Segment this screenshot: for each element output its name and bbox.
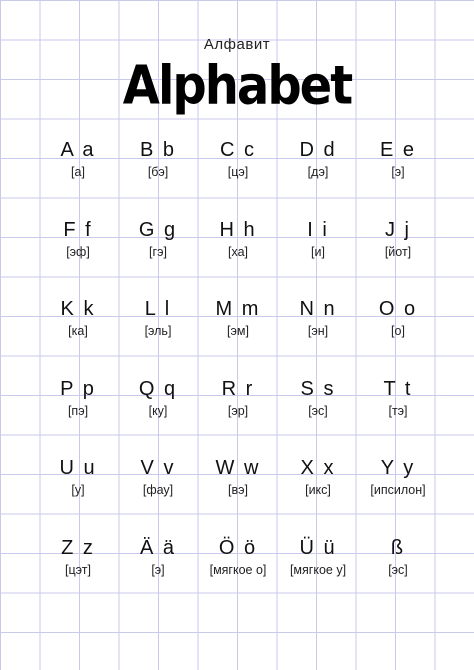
letter-glyph: C c bbox=[220, 139, 256, 161]
letter-pronunciation: [дэ] bbox=[307, 165, 329, 179]
letter-glyph: U u bbox=[59, 457, 97, 480]
letter-card bbox=[198, 376, 278, 456]
letter-pronunciation: [э] bbox=[151, 562, 165, 577]
letter-pronunciation: [фау] bbox=[142, 483, 174, 498]
letter-pronunciation: [а] bbox=[71, 165, 85, 179]
letter-card bbox=[198, 455, 278, 535]
letter-pronunciation: [ипсилон] bbox=[370, 483, 426, 498]
letter-pronunciation: [мягкое о] bbox=[209, 562, 267, 577]
letter-glyph: A a bbox=[60, 139, 96, 161]
letter-glyph: L l bbox=[144, 298, 172, 321]
letter-glyph: T t bbox=[383, 377, 413, 400]
letter-card bbox=[118, 376, 198, 456]
letter-card bbox=[38, 455, 118, 535]
letter-pronunciation: [тэ] bbox=[388, 403, 408, 418]
letter-glyph: N n bbox=[299, 298, 337, 321]
letter-card bbox=[358, 455, 438, 535]
letter-card bbox=[278, 376, 358, 456]
letter-glyph: Z z bbox=[61, 536, 95, 559]
letter-pronunciation: [о] bbox=[391, 324, 405, 339]
letter-card bbox=[118, 217, 198, 297]
letter-pronunciation: [цэ] bbox=[227, 165, 249, 179]
letter-pronunciation: [эс] bbox=[308, 403, 328, 418]
letter-pronunciation: [эль] bbox=[144, 324, 172, 339]
letter-card bbox=[198, 535, 278, 615]
page-title: Alphabet bbox=[122, 54, 352, 117]
letter-card bbox=[358, 137, 438, 217]
letter-pronunciation: [у] bbox=[71, 483, 85, 498]
letter-pronunciation: [э] bbox=[391, 165, 405, 179]
letter-glyph: Ü ü bbox=[299, 536, 337, 559]
letter-pronunciation: [эм] bbox=[227, 324, 249, 339]
letter-glyph: H h bbox=[219, 218, 257, 241]
letter-glyph: D d bbox=[299, 139, 337, 161]
letter-glyph: S s bbox=[300, 377, 336, 400]
letter-card bbox=[198, 217, 278, 297]
letter-pronunciation: [йот] bbox=[384, 244, 412, 259]
letter-pronunciation: [мягкое у] bbox=[289, 562, 347, 577]
letter-pronunciation: [и] bbox=[311, 244, 325, 259]
letter-card bbox=[278, 535, 358, 615]
letter-card bbox=[278, 455, 358, 535]
letter-card bbox=[38, 296, 118, 376]
letter-glyph: F f bbox=[63, 218, 93, 241]
letter-glyph: I i bbox=[307, 218, 329, 241]
letter-glyph: Ä ä bbox=[139, 536, 177, 559]
letter-card bbox=[38, 137, 118, 217]
letter-pronunciation: [ха] bbox=[227, 244, 248, 259]
letter-glyph: Ö ö bbox=[218, 536, 258, 559]
letter-card bbox=[198, 137, 278, 217]
letter-pronunciation: [эр] bbox=[227, 403, 249, 418]
letter-card bbox=[38, 376, 118, 456]
letter-pronunciation: [бэ] bbox=[147, 165, 169, 179]
letter-glyph: B b bbox=[139, 139, 177, 161]
alphabet-grid bbox=[38, 137, 438, 615]
letter-glyph: W w bbox=[215, 457, 261, 480]
letter-glyph: R r bbox=[221, 377, 255, 400]
letter-card bbox=[118, 535, 198, 615]
letter-card bbox=[278, 217, 358, 297]
letter-card bbox=[198, 296, 278, 376]
letter-glyph: K k bbox=[60, 298, 96, 321]
letter-card bbox=[38, 535, 118, 615]
letter-card bbox=[358, 296, 438, 376]
letter-card bbox=[118, 137, 198, 217]
letter-card bbox=[358, 376, 438, 456]
letter-glyph: J j bbox=[385, 218, 411, 241]
letter-pronunciation: [пэ] bbox=[67, 403, 89, 418]
letter-pronunciation: [цэт] bbox=[65, 562, 91, 577]
letter-pronunciation: [вэ] bbox=[228, 483, 248, 498]
letter-card bbox=[278, 296, 358, 376]
letter-card bbox=[118, 455, 198, 535]
letter-pronunciation: [эф] bbox=[66, 244, 90, 259]
letter-pronunciation: [эн] bbox=[307, 324, 329, 339]
letter-card bbox=[38, 217, 118, 297]
letter-card bbox=[358, 535, 438, 615]
letter-pronunciation: [гэ] bbox=[149, 244, 167, 259]
page-subtitle: Алфавит bbox=[203, 36, 271, 53]
letter-glyph: Q q bbox=[138, 377, 178, 400]
letter-glyph: V v bbox=[140, 457, 176, 480]
letter-pronunciation: [икс] bbox=[305, 483, 331, 498]
letter-glyph: E e bbox=[379, 139, 417, 161]
letter-glyph: G g bbox=[138, 218, 178, 241]
letter-glyph: ß bbox=[390, 536, 406, 559]
letter-card bbox=[358, 217, 438, 297]
letter-glyph: Y y bbox=[380, 457, 416, 480]
letter-pronunciation: [ку] bbox=[148, 403, 168, 418]
letter-glyph: M m bbox=[215, 298, 261, 321]
letter-glyph: P p bbox=[60, 377, 96, 400]
letter-pronunciation: [эс] bbox=[388, 562, 408, 577]
letter-card bbox=[278, 137, 358, 217]
letter-card bbox=[118, 296, 198, 376]
letter-glyph: X x bbox=[300, 457, 336, 480]
letter-glyph: O o bbox=[378, 298, 418, 321]
letter-pronunciation: [ка] bbox=[68, 324, 88, 339]
